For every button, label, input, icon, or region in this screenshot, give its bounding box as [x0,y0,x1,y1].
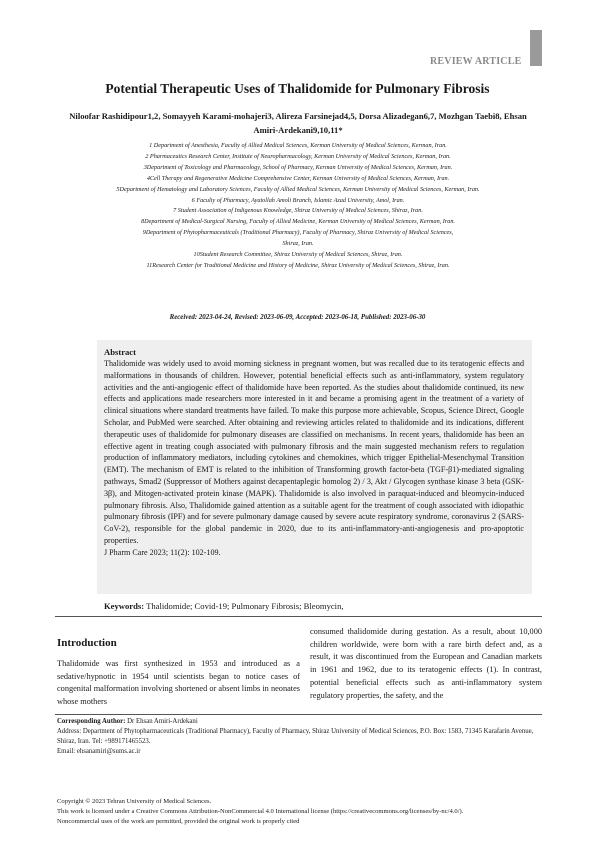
copyright-line: Copyright © 2023 Tehran University of Medical Sciences. [57,798,212,805]
affiliation: 5Department of Hematology and Laboratory Sciences, Faculty of Allied Medical Sciences, Kerman University of Medical Sciences, Kerman, Iran. [116,185,480,193]
affiliation: 6 Faculty of Pharmacy, Ayatollah Amoli Branch, Islamic Azad University, Amol, Iran. [191,196,405,204]
usage-line: Noncommercial uses of the work are permitted, provided the original work is properly cited [57,817,300,825]
corresponding-email[interactable]: Email: ehsanamiri@sums.ac.ir [57,747,141,755]
affiliation: 11Research Center for Traditional Medicine and History of Medicine, Shiraz University of Medical Sciences, Shiraz, Iran. [146,261,450,269]
keywords-value: Thalidomide; Covid-19; Pulmonary Fibrosis; Bleomycin, [146,601,344,611]
introduction-heading: Introduction [57,637,117,649]
corresponding-address: Address: Department of Phytopharmaceuticals (Traditional Pharmacy), Faculty of Pharmacy, Shiraz University of Medical Sciences, P.O. Box: 1583, 71345 Karafarin Avenue, Shiraz, Iran. Tel: +989171465523. [57,727,534,745]
footnote-divider [55,714,542,715]
keywords-label: Keywords: [104,601,145,611]
copyright-notice [57,797,542,827]
abstract-heading: Abstract [104,347,136,357]
header-accent-bar [530,30,542,66]
publication-dates: Received: 2023-04-24, Revised: 2023-06-09, Accepted: 2023-06-18, Published: 2023-06-30 [169,314,426,321]
keywords [104,601,344,611]
corresponding-label: Corresponding Author: [57,718,126,725]
abstract-paragraph: Thalidomide was widely used to avoid morning sickness in pregnant women, but was recalled due to its teratogenic effects and malformations in thousands of children. However, potential beneficial effects such as anti-inflammatory, system regulatory activities and the anti-angiogenic effect of thalidomide have been reported. As the studies about thalidomide continued, its new effects and applications made researchers more interested in it and became a promising agent in the treatment of a variety of clinical situations where standard treatments have failed. To make this purpose more achievable, Scopus, Science Direct, Google Scholar, and PubMed were searched. After obtaining and reviewing articles related to thalidomide and its indications, different therapeutic uses of thalidomide for pulmonary diseases are classified on mechanisms. In recent years, thalidomide has been an effective agent in treating cough associated with pulmonary fibrosis and the main suggested mechanism refers to regulation production of inflammatory mediators, including cytokines and chemokines, which trigger Epithelial-Mesenchymal Transition (EMT). The mechanism of EMT is related to the inhibition of Transforming growth factor-beta (TGF-β1)-mediated signaling pathways, Smad2 (Suppressor of Mothers against decapentaplegic homolog 2) / 3, Akt / Glycogen synthase kinase 3 beta (GSK-3β), and Mitogen-activated protein kinase (MAPK). Thalidomide is also involved in paraquat-induced and bleomycin-induced pulmonary fibrosis. Also, Thalidomide gained attention as a suitable agent for the treatment of cough associated with idiopathic pulmonary fibrosis (IPF) and for severe pulmonary damage caused by severe acute respiratory syndrome, coronavirus 2 (SARS-CoV-2), responsible for the global pandemic in 2020, due to its anti-inflammatory-anti-angiogenesis and pro-apoptotic properties. [104,359,524,545]
authors-line-2: Amiri-Ardekani9,10,11* [253,125,343,135]
authors-line-1: Niloofar Rashidipour1,2, Somayyeh Karami-mohajeri3, Alireza Farsinejad4,5, Dorsa Alizadegan6,7, Mozhgan Taebi8, Ehsan [69,111,527,121]
affiliation: 10Student Research Committee, Shiraz University of Medical Sciences, Shiraz, Iran. [193,251,403,259]
corresponding-author [57,717,542,757]
introduction-left-column: Thalidomide was first synthesized in 1953 and introduced as a sedative/hypnotic in 1954 until scientists began to notice cases of congenital malformation involving shortened or absent limbs in neonates whose mothers [57,659,300,707]
abstract-body [104,358,524,559]
affiliation: 1 Department of Anesthesia, Faculty of Allied Medical Sciences, Kerman University of Medical Sciences, Kerman, Iran. [149,142,447,149]
corresponding-author-line [57,717,542,727]
affiliation-list [55,141,541,272]
author-list [58,109,538,137]
affiliation: 4Cell Therapy and Regenerative Medicine Comprehensive Center, Kerman University of Medical Sciences, Kerman, Iran. [146,174,450,182]
affiliation: 2 Pharmaceutics Research Center, Institute of Neuropharmacology, Kerman University of Medical Sciences, Kerman, Iran. [145,152,451,160]
affiliation: 3Department of Toxicology and Pharmacology, School of Pharmacy, Kerman University of Medical Sciences, Kerman, Iran. [143,163,453,171]
abstract-citation: J Pharm Care 2023; 11(2): 102-109. [104,547,221,557]
affiliation: 9Department of Phytopharmaceuticals (Traditional Pharmacy), Faculty of Pharmacy, Shiraz University of Medical Sciences, [142,229,454,237]
license-line[interactable]: This work is licensed under a Creative Commons Attribution-NonCommercial 4.0 International license (https://creativecommons.org/licenses/by-nc/4.0/). [57,807,464,815]
paper-title: Potential Therapeutic Uses of Thalidomide for Pulmonary Fibrosis [105,81,490,96]
affiliation: 7 Student Association of Indigenous Knowledge, Shiraz University of Medical Sciences, Shiraz, Iran. [173,207,423,215]
section-divider [55,616,542,617]
article-type-label: REVIEW ARTICLE [430,56,522,67]
introduction-right-column: consumed thalidomide during gestation. As a result, about 10,000 children worldwide, were born with a rare birth defect and, as a result, it was discontinued from the European and Canadian markets in 1961 and 1962, due to its teratogenic effects (1). In contrast, potential beneficial effects such as anti-inflammatory system regulatory properties, the safety, and the [310,627,542,700]
affiliation: 8Department of Medical-Surgical Nursing, Faculty of Allied Medicine, Kerman University of Medical Sciences, Kerman, Iran. [141,218,455,226]
corresponding-name: Dr Ehsan Amiri-Ardekani [127,718,198,725]
affiliation: Shiraz, Iran. [282,240,314,248]
